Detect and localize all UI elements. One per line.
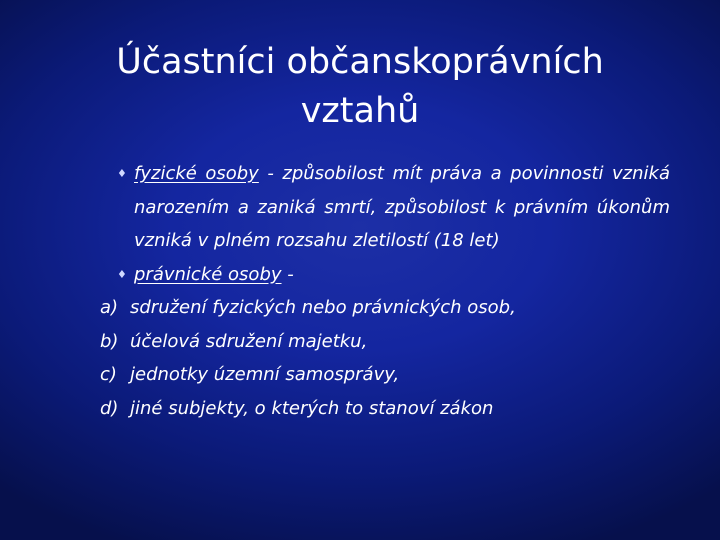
list-item xyxy=(100,392,670,426)
list-item-text: jednotky územní samosprávy, xyxy=(130,364,400,385)
list-item-text: účelová sdružení majetku, xyxy=(130,330,368,352)
bullet-text: způsobilost mít práva a povinnosti vzniká narozením a zaniká smrtí, způsobilost k právním úkonům vzniká v plném rozsahu zletilostí (18 let) xyxy=(134,163,670,251)
list-item-text: jiné subjekty, o kterých to stanoví zákon xyxy=(130,397,494,419)
list-item xyxy=(100,291,670,325)
bullet-item-natural-persons xyxy=(117,157,670,258)
slide-title: Účastníci občanskoprávních vztahů xyxy=(116,42,604,131)
list-marker: c) xyxy=(100,364,117,385)
list-marker: a) xyxy=(100,297,119,318)
list-marker: b) xyxy=(100,330,119,352)
list-item-text: sdružení fyzických nebo právnických osob, xyxy=(130,297,516,318)
list-item xyxy=(100,358,670,392)
diamond-bullet-icon: ♦ xyxy=(117,267,127,281)
bullet-term: právnické osoby xyxy=(134,263,282,285)
bullet-separator: - xyxy=(281,263,294,285)
diamond-bullet-icon: ♦ xyxy=(117,167,127,180)
bullet-separator: - xyxy=(258,163,283,184)
bullet-term: fyzické osoby xyxy=(134,163,259,184)
list-item xyxy=(100,325,670,359)
bullet-item-legal-persons xyxy=(117,258,670,292)
list-marker: d) xyxy=(100,397,119,419)
slide-content xyxy=(100,157,670,425)
